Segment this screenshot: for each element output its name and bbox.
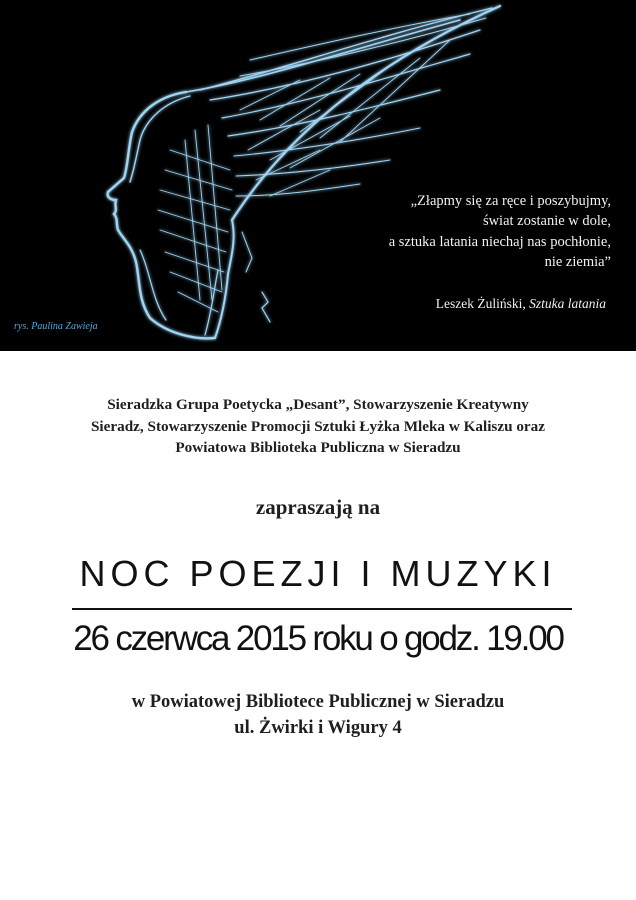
organizers-line: Powiatowa Biblioteka Publiczna w Sieradzu — [175, 439, 461, 456]
event-title: NOC POEZJI I MUZYKI — [79, 553, 557, 594]
venue-line: w Powiatowej Bibliotece Publicznej w Sieradzu — [131, 692, 505, 712]
invite-text: zapraszają na — [255, 495, 381, 519]
quote-line: świat zostanie w dole, — [482, 213, 611, 230]
quote-work: Sztuka latania — [529, 296, 606, 311]
quote-line: a sztuka latania niechaj nas pochłonie, — [388, 233, 611, 250]
organizers — [0, 394, 636, 459]
quote-line: nie ziemia” — [544, 253, 611, 270]
quote-line: „Złapmy się za ręce i poszybujmy, — [410, 193, 611, 209]
quote-attribution — [436, 296, 606, 312]
quote-author: Leszek Żuliński, — [435, 296, 526, 311]
illustration-credit: rys. Paulina Zawieja — [14, 321, 98, 332]
title-underline — [72, 608, 572, 610]
organizers-line: Sieradz, Stowarzyszenie Promocji Sztuki Łyżka Mleka w Kaliszu oraz — [90, 417, 545, 435]
event-date: 26 czerwca 2015 roku o godz. 19.00 — [73, 619, 563, 658]
organizers-line: Sieradzka Grupa Poetycka „Desant”, Stowarzyszenie Kreatywny — [107, 396, 529, 413]
poem-quote — [281, 191, 611, 272]
venue — [0, 690, 636, 741]
venue-address: ul. Żwirki i Wigury 4 — [234, 717, 402, 738]
poster-banner — [0, 0, 636, 351]
